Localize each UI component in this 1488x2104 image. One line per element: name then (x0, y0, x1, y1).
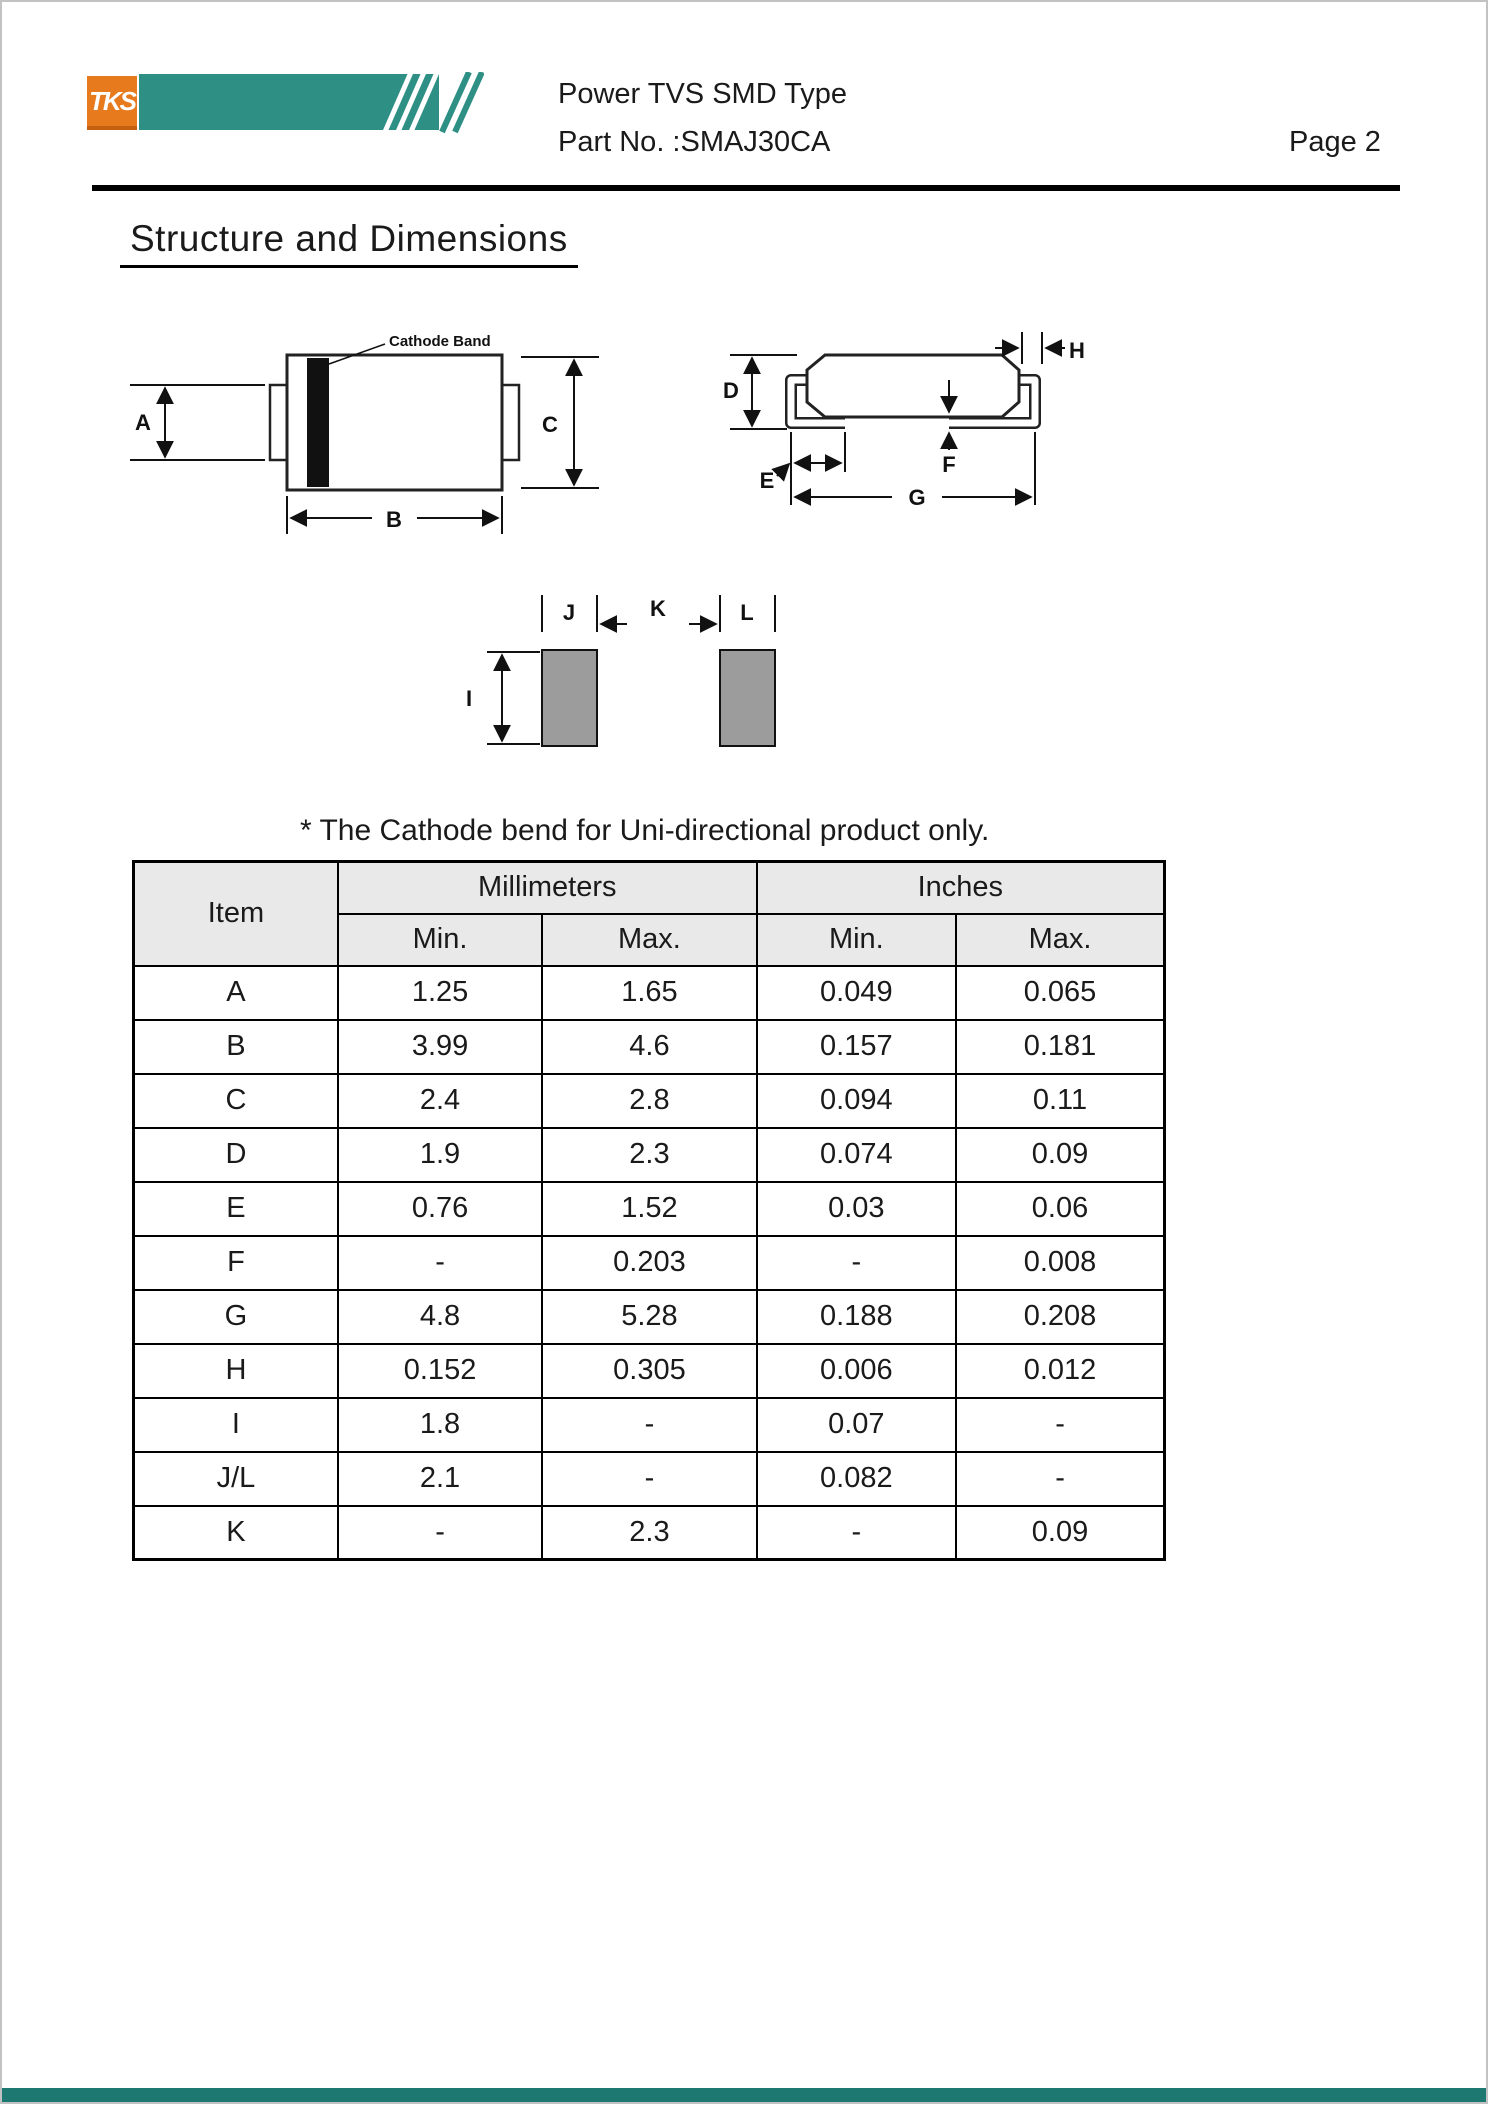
item-cell: A (134, 966, 338, 1020)
in-min-cell: - (757, 1236, 956, 1290)
table-row (134, 1290, 1165, 1344)
item-cell: I (134, 1398, 338, 1452)
in-max-cell: 0.008 (956, 1236, 1164, 1290)
table-row (134, 1398, 1165, 1452)
col-header-millimeters: Millimeters (338, 862, 757, 914)
in-max-cell: 0.09 (956, 1128, 1164, 1182)
col-header-mm-min: Min. (338, 914, 542, 966)
header-product-line: Power TVS SMD Type (558, 78, 848, 110)
mm-max-cell: 0.305 (542, 1344, 756, 1398)
mm-min-cell: 1.8 (338, 1398, 542, 1452)
section-title: Structure and Dimensions (120, 218, 578, 268)
in-max-cell: 0.11 (956, 1074, 1164, 1128)
col-header-in-max: Max. (956, 914, 1164, 966)
table-row (134, 1020, 1165, 1074)
table-row (134, 1074, 1165, 1128)
mm-min-cell: 0.76 (338, 1182, 542, 1236)
in-max-cell: 0.065 (956, 966, 1164, 1020)
item-cell: B (134, 1020, 338, 1074)
banner-bar (139, 74, 439, 130)
col-header-in-min: Min. (757, 914, 956, 966)
dim-label-k: K (650, 596, 666, 621)
land-pattern (466, 595, 775, 746)
table-row (134, 1506, 1165, 1560)
item-cell: E (134, 1182, 338, 1236)
mm-max-cell: 1.65 (542, 966, 756, 1020)
footer-bar (2, 2088, 1486, 2102)
dimension-drawing (97, 320, 1397, 765)
mm-min-cell: 2.1 (338, 1452, 542, 1506)
mm-min-cell: 1.25 (338, 966, 542, 1020)
in-min-cell: 0.074 (757, 1128, 956, 1182)
mm-max-cell: 0.203 (542, 1236, 756, 1290)
col-header-inches: Inches (757, 862, 1165, 914)
in-max-cell: 0.09 (956, 1506, 1164, 1560)
in-min-cell: 0.157 (757, 1020, 956, 1074)
mm-max-cell: 2.8 (542, 1074, 756, 1128)
in-max-cell: - (956, 1452, 1164, 1506)
mm-max-cell: 4.6 (542, 1020, 756, 1074)
mm-min-cell: 2.4 (338, 1074, 542, 1128)
brand-banner (139, 72, 484, 134)
in-min-cell: 0.049 (757, 966, 956, 1020)
page-number: Page 2 (1289, 126, 1381, 158)
cathode-band (307, 358, 329, 487)
dim-label-i: I (465, 686, 473, 711)
mm-max-cell: - (542, 1398, 756, 1452)
header-part-no: Part No. :SMAJ30CA (558, 126, 831, 158)
mm-max-cell: 2.3 (542, 1506, 756, 1560)
company-logo (87, 76, 137, 130)
in-max-cell: 0.181 (956, 1020, 1164, 1074)
land-pad-right (720, 650, 775, 746)
item-cell: G (134, 1290, 338, 1344)
company-logo-text: TKS (89, 85, 135, 116)
mm-max-cell: 2.3 (542, 1128, 756, 1182)
mm-min-cell: 0.152 (338, 1344, 542, 1398)
mm-max-cell: 5.28 (542, 1290, 756, 1344)
dim-label-e: E (759, 468, 775, 493)
table-row (134, 1236, 1165, 1290)
cathode-band-label: Cathode Band (389, 333, 491, 350)
in-min-cell: 0.188 (757, 1290, 956, 1344)
in-min-cell: - (757, 1506, 956, 1560)
in-min-cell: 0.03 (757, 1182, 956, 1236)
table-row (134, 1344, 1165, 1398)
in-max-cell: 0.06 (956, 1182, 1164, 1236)
dimensions-table (132, 860, 1166, 1561)
in-min-cell: 0.082 (757, 1452, 956, 1506)
dim-label-f: F (942, 452, 956, 477)
item-cell: H (134, 1344, 338, 1398)
mm-min-cell: - (338, 1506, 542, 1560)
dim-label-d: D (723, 378, 739, 403)
land-pad-left (542, 650, 597, 746)
item-cell: F (134, 1236, 338, 1290)
cathode-note: * The Cathode bend for Uni-directional product only. (300, 814, 990, 847)
dim-label-h: H (1069, 338, 1085, 363)
col-header-mm-max: Max. (542, 914, 756, 966)
in-max-cell: - (956, 1398, 1164, 1452)
item-cell: K (134, 1506, 338, 1560)
table-row (134, 966, 1165, 1020)
col-header-item: Item (134, 862, 338, 966)
mm-max-cell: - (542, 1452, 756, 1506)
mm-min-cell: - (338, 1236, 542, 1290)
in-min-cell: 0.006 (757, 1344, 956, 1398)
mm-max-cell: 1.52 (542, 1182, 756, 1236)
table-row (134, 1452, 1165, 1506)
package-side-view (723, 332, 1085, 510)
item-cell: J/L (134, 1452, 338, 1506)
dim-label-c: C (542, 412, 558, 437)
dim-label-b: B (386, 507, 402, 532)
dim-label-j: J (562, 600, 576, 625)
mm-min-cell: 1.9 (338, 1128, 542, 1182)
in-max-cell: 0.012 (956, 1344, 1164, 1398)
table-row (134, 1182, 1165, 1236)
in-max-cell: 0.208 (956, 1290, 1164, 1344)
mm-min-cell: 3.99 (338, 1020, 542, 1074)
dim-label-g: G (908, 485, 926, 510)
dim-label-a: A (135, 410, 151, 435)
item-cell: D (134, 1128, 338, 1182)
dim-label-l: L (740, 600, 754, 625)
table-row (134, 1128, 1165, 1182)
mm-min-cell: 4.8 (338, 1290, 542, 1344)
package-top-view (130, 333, 599, 534)
item-cell: C (134, 1074, 338, 1128)
dimensions-table-body (134, 966, 1165, 1560)
in-min-cell: 0.094 (757, 1074, 956, 1128)
header-rule (92, 185, 1400, 191)
in-min-cell: 0.07 (757, 1398, 956, 1452)
